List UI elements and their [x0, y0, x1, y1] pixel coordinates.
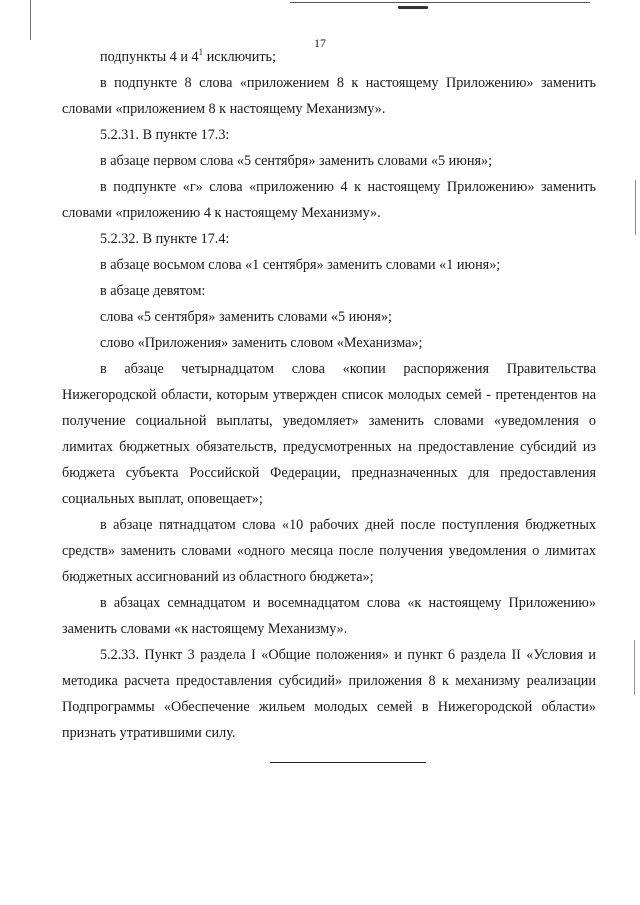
- paragraph-subitems-exclude: [62, 44, 596, 70]
- paragraph-fourteenth-abzats: в абзаце четырнадцатом слова «копии распоряжения Правительства Нижегородской области, которым утвержден список молодых семей - претендентов на получение социальной выплаты, уведомляет» заменить словами «уведомления о лимитах бюджетных обязательств, предусмотренных на предоставление субсидий из бюджета субъекта Российской Федерации, предназначенных для предоставления социальных выплат, оповещает»;: [62, 361, 596, 507]
- paragraph-fifteenth-abzats: в абзаце пятнадцатом слова «10 рабочих дней после поступления бюджетных средств» заменить словами «одного месяца после получения уведомления о лимитах бюджетных ассигнований из областного бюджета»;: [62, 517, 596, 585]
- paragraph-words-5-september: слова «5 сентября» заменить словами «5 июня»;: [100, 309, 392, 325]
- superscript: 1: [198, 47, 204, 57]
- paragraph-ninth-abzats: в абзаце девятом:: [100, 283, 206, 299]
- paragraph-word-prilozheniya: слово «Приложения» заменить словом «Механизма»;: [100, 335, 423, 351]
- paragraph-text: исключить;: [203, 49, 276, 65]
- closing-divider: [270, 762, 426, 763]
- paragraph-5-2-33: 5.2.33. Пункт 3 раздела I «Общие положения» и пункт 6 раздела II «Условия и методика расчета предоставления субсидий» приложения 8 к механизму реализации Подпрограммы «Обеспечение жильем молодых семей в Нижегородской области» признать утратившими силу.: [62, 647, 596, 741]
- paragraph-first-abzats: в абзаце первом слова «5 сентября» заменить словами «5 июня»;: [100, 153, 493, 169]
- page-number: 17: [314, 36, 326, 50]
- paragraph-subitem-8: в подпункте 8 слова «приложением 8 к настоящему Приложению» заменить словами «приложением 8 к настоящему Механизму».: [62, 75, 596, 117]
- scan-artifact-top-mark: [398, 6, 428, 9]
- scan-artifact-right-edge-lower: [634, 640, 635, 695]
- heading-5-2-32: 5.2.32. В пункте 17.4:: [100, 231, 230, 247]
- paragraph-eighth-abzats: в абзаце восьмом слова «1 сентября» заменить словами «1 июня»;: [100, 257, 501, 273]
- document-body: [62, 44, 596, 746]
- scan-artifact-top-line: [290, 2, 590, 3]
- paragraph-text: подпункты 4 и 4: [100, 49, 199, 65]
- paragraph-subitem-g: в подпункте «г» слова «приложению 4 к настоящему Приложению» заменить словами «приложению 4 к настоящему Механизму».: [62, 179, 596, 221]
- paragraph-seventeenth-eighteenth: в абзацах семнадцатом и восемнадцатом слова «к настоящему Приложению» заменить словами «к настоящему Механизму».: [62, 595, 596, 637]
- heading-5-2-31: 5.2.31. В пункте 17.3:: [100, 127, 230, 143]
- scan-artifact-left-edge: [30, 0, 31, 40]
- scan-artifact-right-edge: [635, 180, 636, 235]
